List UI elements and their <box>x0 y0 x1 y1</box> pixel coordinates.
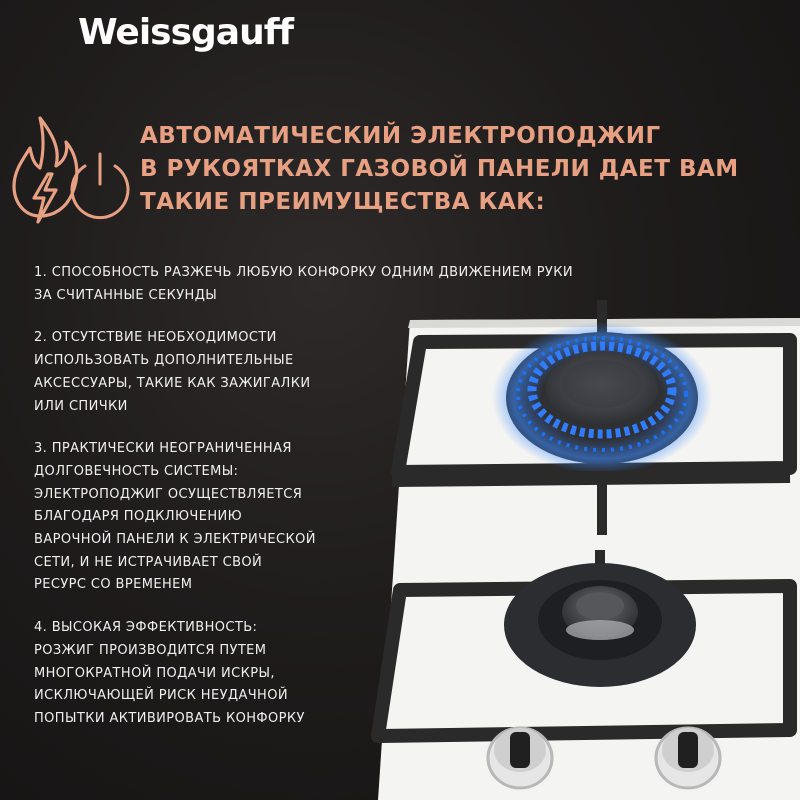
gas-hob-image <box>370 280 800 800</box>
benefit-line: АКСЕССУАРЫ, ТАКИЕ КАК ЗАЖИГАЛКИ <box>34 375 311 391</box>
benefit-line: ЭЛЕКТРОПОДЖИГ ОСУЩЕСТВЛЯЕТСЯ <box>34 486 303 502</box>
benefit-line: 4. ВЫСОКАЯ ЭФФЕКТИВНОСТЬ: <box>34 620 258 636</box>
benefit-line: ИСПОЛЬЗОВАТЬ ДОПОЛНИТЕЛЬНЫЕ <box>34 353 294 369</box>
burner-lit <box>492 322 712 474</box>
benefit-line: ИСКЛЮЧАЮЩЕЙ РИСК НЕУДАЧНОЙ <box>34 688 288 704</box>
knob-1 <box>488 728 552 788</box>
headline-line: АВТОМАТИЧЕСКИЙ ЭЛЕКТРОПОДЖИГ <box>140 123 661 149</box>
benefit-line: БЛАГОДАРЯ ПОДКЛЮЧЕНИЮ <box>34 509 243 525</box>
grate-middle <box>392 476 790 480</box>
benefit-line: РЕСУРС СО ВРЕМЕНЕМ <box>34 577 193 593</box>
benefit-line: РОЗЖИГ ПРОИЗВОДИТСЯ ПУТЕМ <box>34 642 267 658</box>
benefit-line: ВАРОЧНОЙ ПАНЕЛИ К ЭЛЕКТРИЧЕСКОЙ <box>34 532 316 548</box>
burner-off <box>504 563 696 687</box>
benefit-line: ДОЛГОВЕЧНОСТЬ СИСТЕМЫ: <box>34 463 239 479</box>
benefit-line: ПОПЫТКИ АКТИВИРОВАТЬ КОНФОРКУ <box>34 710 305 726</box>
benefit-line: 2. ОТСУТСТВИЕ НЕОБХОДИМОСТИ <box>34 330 277 346</box>
benefit-line: МНОГОКРАТНОЙ ПОДАЧИ ИСКРЫ, <box>34 665 275 681</box>
benefit-line: 3. ПРАКТИЧЕСКИ НЕОГРАНИЧЕННАЯ <box>34 441 292 457</box>
headline-line: В РУКОЯТКАХ ГАЗОВОЙ ПАНЕЛИ ДАЕТ ВАМ <box>140 156 739 182</box>
headline <box>140 120 739 219</box>
benefit-line: ИЛИ СПИЧКИ <box>34 398 128 414</box>
headline-line: ТАКИЕ ПРЕИМУЩЕСТВА КАК: <box>140 189 546 215</box>
flame-lightning-icon <box>14 118 77 222</box>
power-icon <box>72 154 128 218</box>
feature-icons <box>10 110 140 240</box>
benefit-line: ЗА СЧИТАННЫЕ СЕКУНДЫ <box>34 287 218 303</box>
brand-logo: Weissgauff <box>78 12 294 53</box>
benefit-line: СЕТИ, И НЕ ИСТРАЧИВАЕТ СВОЙ <box>34 554 263 570</box>
benefit-line: 1. СПОСОБНОСТЬ РАЗЖЕЧЬ ЛЮБУЮ КОНФОРКУ ОДНИМ ДВИЖЕНИЕМ РУКИ <box>34 265 574 280</box>
knob-2 <box>656 728 720 788</box>
